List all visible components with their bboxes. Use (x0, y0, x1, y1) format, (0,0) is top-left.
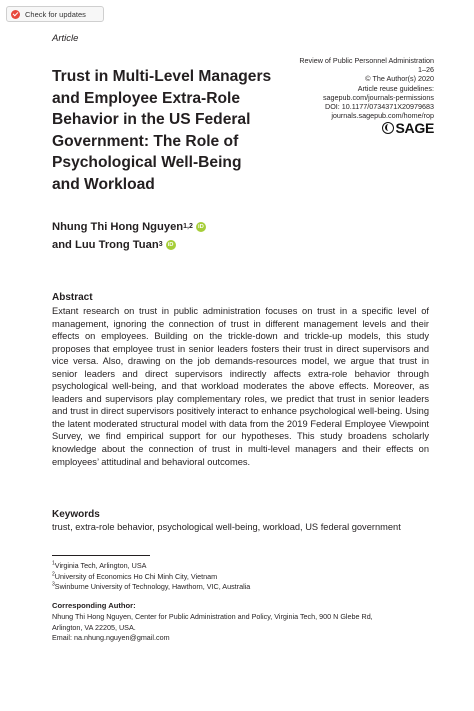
sage-logo (382, 120, 434, 136)
journal-home-link[interactable]: journals.sagepub.com/home/rop (331, 111, 434, 121)
affiliation-number: 2 (52, 571, 55, 578)
title-line: Psychological Well-Being (52, 154, 242, 172)
affiliation-number: 1 (52, 560, 55, 567)
article-title (52, 66, 307, 196)
orcid-icon[interactable]: iD (166, 240, 176, 250)
corresponding-author-heading: Corresponding Author: (52, 601, 136, 610)
check-for-updates-button[interactable] (6, 6, 104, 22)
abstract-text: Extant research on trust in public administration focuses on trust in a specific level of management, ignoring the connection of trust in different management levels and their effects on employees. Building on the trickle-down and trickle-up models, this study proposes that employee trust in senior leaders fosters their trust in direct supervisors and vice versa. Also, drawing on the job demands-resources model, we argue that trust in senior leaders and direct supervisors indirectly affects extra-role behavior through psychological well-being, and that workload moderates the above effects. Moreover, as leaders and supervisors play complementary roles, we predict that trust in senior leaders and trust in direct supervisors positively interact to enhance psychological well-being. Using the latent moderated structural model with data from the 2019 Federal Employee Viewpoint Survey, we find empirical support for our hypotheses. This study broadens scholarly knowledge about the connection of trust in multi-level managers and their effects on employees’ attitudinal and behavioral outcomes. (52, 306, 429, 467)
title-line: Trust in Multi-Level Managers (52, 68, 272, 85)
journal-name: Review of Public Personnel Administration (299, 56, 434, 65)
affiliation-text: Virginia Tech, Arlington, USA (54, 561, 147, 570)
corresponding-author-city: Arlington, VA 22205, USA. (52, 622, 136, 632)
sage-mark-icon (382, 122, 394, 134)
corresponding-author-details (52, 612, 432, 644)
author-line: and Luu Trong Tuan 3 iD (52, 236, 206, 254)
reuse-guidelines-label: Article reuse guidelines: (357, 83, 434, 93)
affiliation-text: University of Economics Ho Chi Minh City, Vietnam (54, 571, 218, 581)
affiliation-list (52, 561, 422, 593)
author-name: Luu Trong Tuan (75, 239, 159, 251)
author-line: Nhung Thi Hong Nguyen 1,2 iD (52, 218, 206, 236)
corresponding-author-address: Nhung Thi Hong Nguyen, Center for Public Administration and Policy, Virginia Tech, 900 N Glebe Rd, (52, 612, 373, 621)
title-line: Government: The Role of (52, 132, 239, 150)
page-range: 1–26 (418, 65, 434, 75)
permissions-link[interactable]: sagepub.com/journals-permissions (322, 92, 434, 102)
orcid-icon[interactable]: iD (196, 222, 206, 232)
check-for-updates-label: Check for updates (25, 9, 86, 19)
corresponding-author-email[interactable]: Email: na.nhung.nguyen@gmail.com (52, 633, 170, 643)
keywords-text: trust, extra-role behavior, psychological well-being, workload, US federal government (52, 522, 401, 532)
affiliation-text: Swinburne University of Technology, Hawthorn, VIC, Australia (54, 582, 251, 592)
footnote-divider (52, 555, 150, 556)
sage-logo-text: SAGE (395, 120, 434, 136)
keywords-heading: Keywords (52, 509, 100, 520)
title-line: and Workload (52, 175, 155, 193)
title-line: Behavior in the US Federal (52, 111, 251, 129)
affiliation-item (52, 572, 422, 583)
check-badge-icon (11, 10, 20, 19)
abstract-heading: Abstract (52, 292, 93, 303)
author-conjunction: and (52, 239, 75, 251)
author-name: Nhung Thi Hong Nguyen (52, 221, 184, 233)
author-list (52, 218, 206, 254)
affiliation-number: 3 (52, 581, 55, 588)
affiliation-item (52, 582, 422, 593)
doi-link[interactable]: DOI: 10.1177/0734371X20979683 (325, 102, 434, 112)
copyright: © The Author(s) 2020 (365, 74, 434, 84)
article-type-label: Article (52, 33, 79, 44)
title-line: and Employee Extra-Role (52, 89, 241, 107)
affiliation-item (52, 561, 422, 572)
